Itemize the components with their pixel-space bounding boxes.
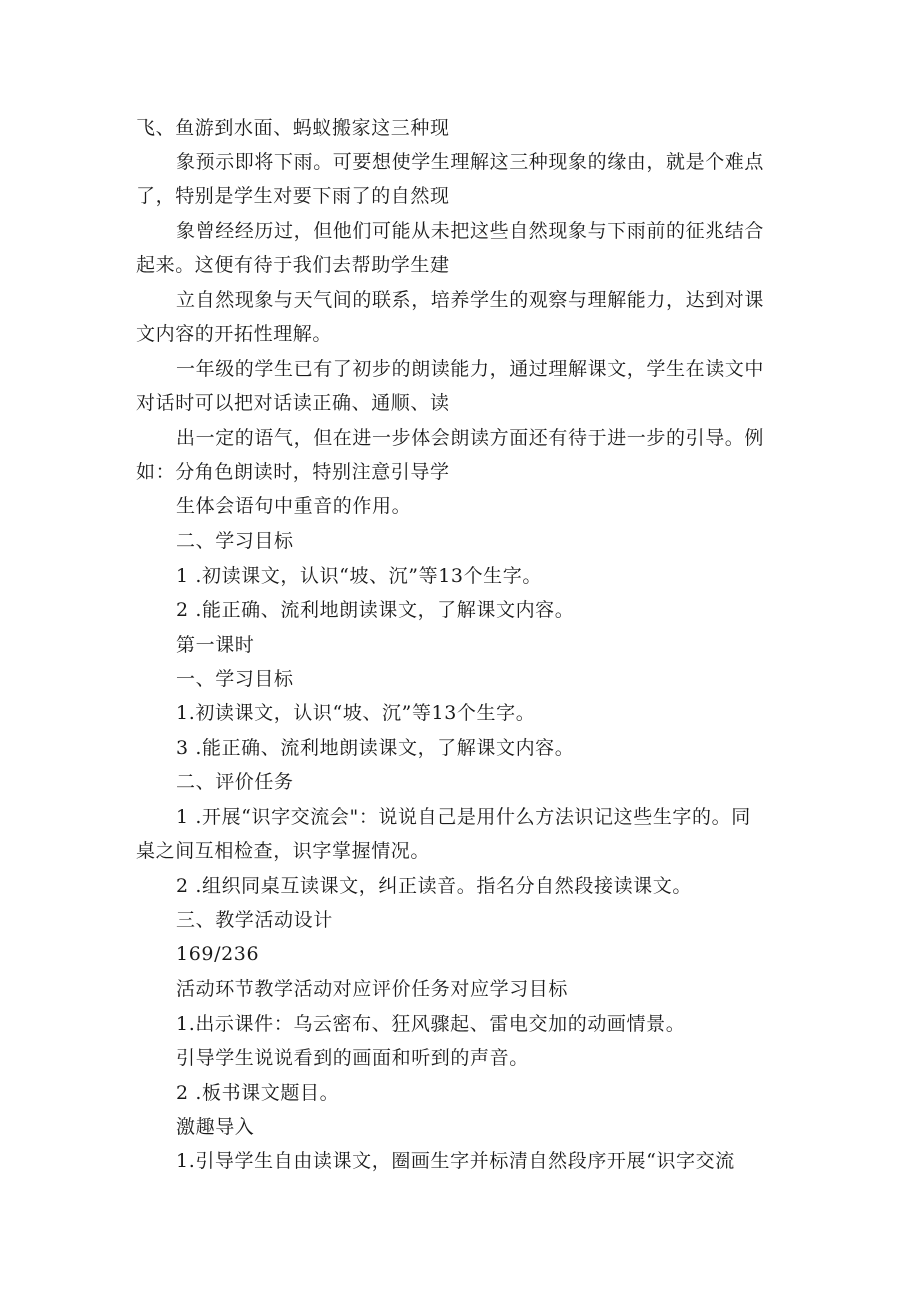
- list-item: 1 .初读课文，认识“坡、沉”等13个生字。: [176, 565, 542, 587]
- text-line: 起来。这便有待于我们去帮助学生建: [136, 254, 450, 276]
- text-line: 引导学生说说看到的画面和听到的声音。: [176, 1047, 529, 1069]
- table-header-line: 活动环节教学活动对应评价任务对应学习目标: [176, 978, 569, 1000]
- section-heading: 一、学习目标: [176, 668, 294, 690]
- list-item: 3 .能正确、流利地朗读课文，了解课文内容。: [176, 737, 575, 759]
- text-line: 出一定的语气，但在进一步体会朗读方面还有待于进一步的引导。例: [176, 427, 765, 449]
- list-item: 1.出示课件：乌云密布、狂风骤起、雷电交加的动画情景。: [176, 1013, 686, 1035]
- text-line: 桌之间互相检查，识字掌握情况。: [136, 840, 431, 862]
- text-line: 如：分角色朗读时，特别注意引导学: [136, 461, 450, 483]
- section-heading: 第一课时: [176, 634, 255, 656]
- section-heading: 二、评价任务: [176, 771, 294, 793]
- list-item: 2 .组织同桌互读课文，纠正读音。指名分自然段接读课文。: [176, 875, 692, 897]
- text-line: 飞、鱼游到水面、蚂蚁搬家这三种现: [136, 117, 450, 139]
- list-item: 1 .开展“识字交流会"：说说自己是用什么方法识记这些生字的。同: [176, 806, 751, 828]
- text-line: 对话时可以把对话读正确、通顺、读: [136, 392, 450, 414]
- list-item: 2 .能正确、流利地朗读课文，了解课文内容。: [176, 599, 575, 621]
- text-line: 生体会语句中重音的作用。: [176, 495, 412, 517]
- text-line: 了，特别是学生对要下雨了的自然现: [136, 185, 450, 207]
- text-line: 立自然现象与天气间的联系，培养学生的观察与理解能力，达到对课: [176, 289, 765, 311]
- list-item: 2 .板书课文题目。: [176, 1082, 340, 1104]
- list-item: 1.初读课文，认识“坡、沉”等13个生字。: [176, 702, 536, 724]
- text-line: 文内容的开拓性理解。: [136, 323, 333, 345]
- page-number: 169/236: [176, 943, 260, 965]
- text-line: 一年级的学生已有了初步的朗读能力，通过理解课文，学生在读文中: [176, 358, 765, 380]
- list-item: 1.引导学生自由读课文，圈画生字并标清自然段序开展“识字交流: [176, 1150, 735, 1172]
- text-line: 象曾经经历过，但他们可能从未把这些自然现象与下雨前的征兆结合: [176, 220, 765, 242]
- section-heading: 二、学习目标: [176, 530, 294, 552]
- text-line: 象预示即将下雨。可要想使学生理解这三种现象的缘由，就是个难点: [176, 151, 765, 173]
- text-line: 激趣导入: [176, 1116, 255, 1138]
- section-heading: 三、教学活动设计: [176, 909, 333, 931]
